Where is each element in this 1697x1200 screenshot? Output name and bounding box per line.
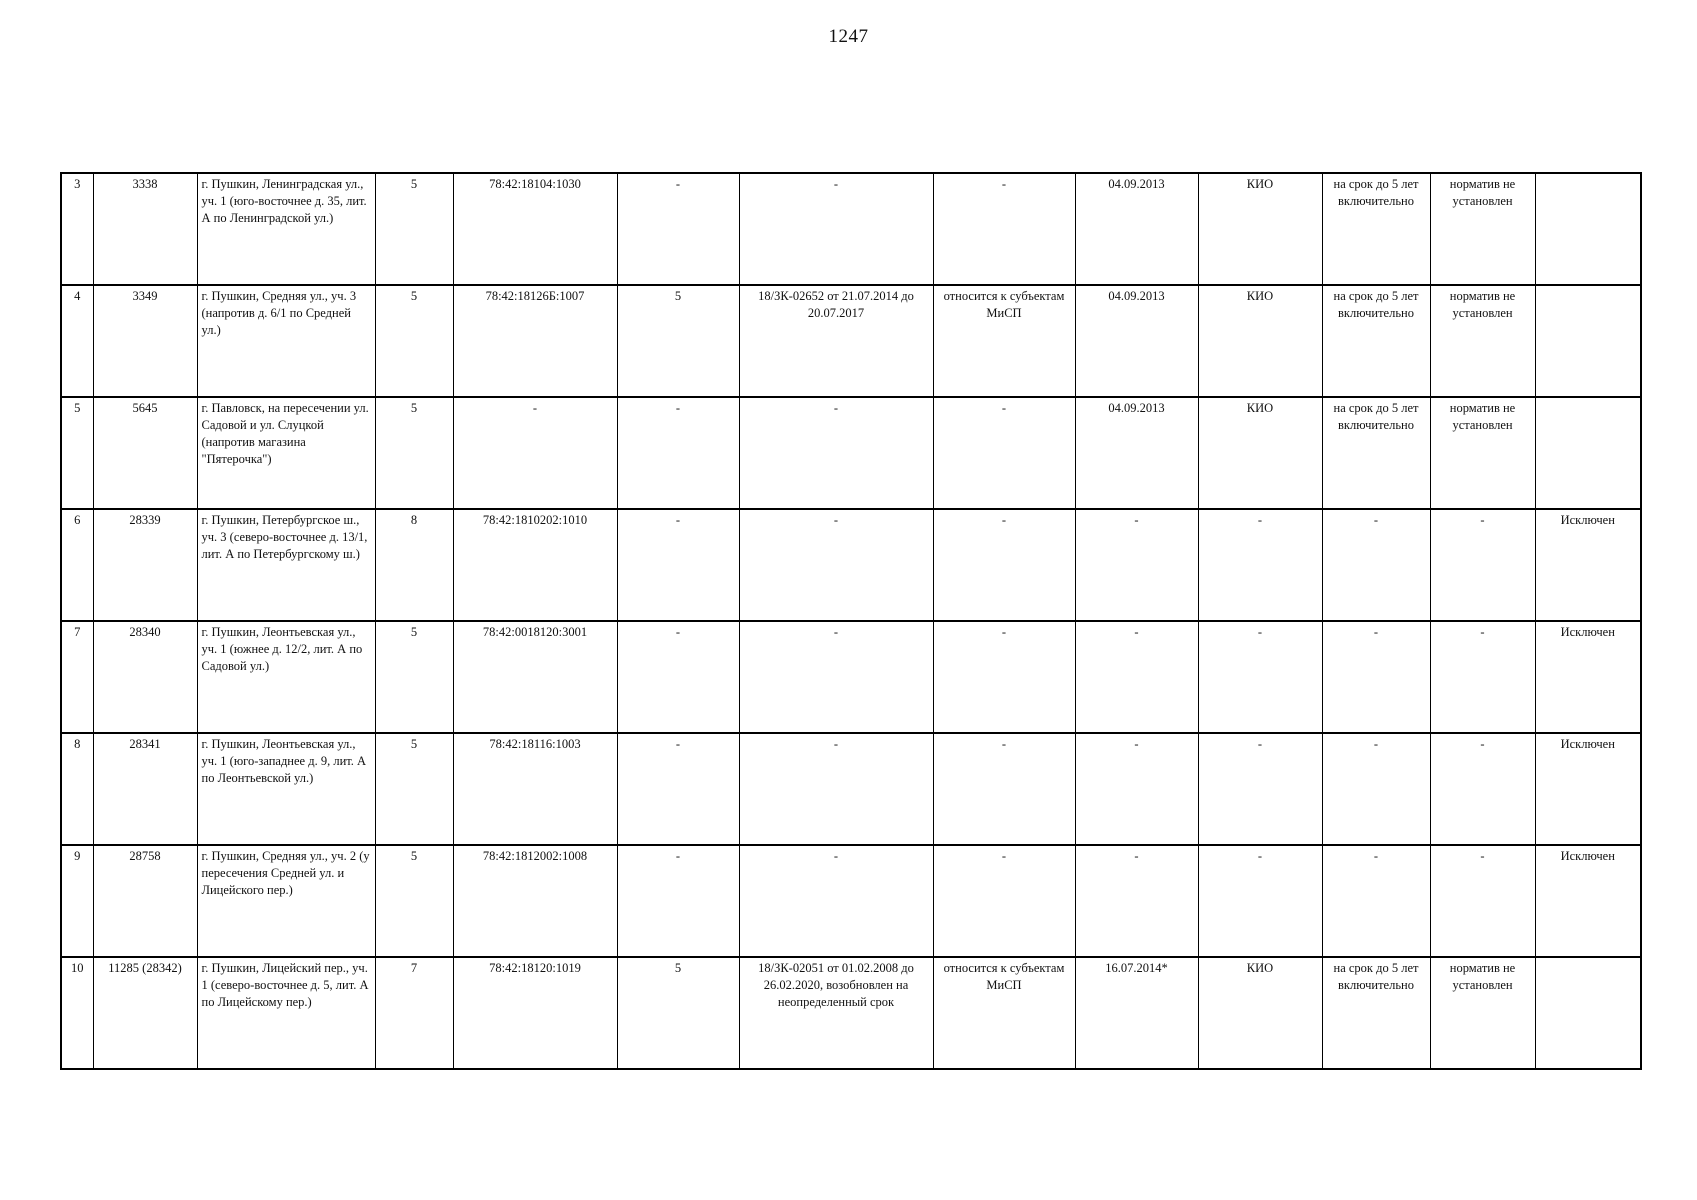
cell-row-number: 7 xyxy=(61,621,93,733)
cell-row-number: 9 xyxy=(61,845,93,957)
cell-object-id: 28758 xyxy=(93,845,197,957)
cell-address: г. Пушкин, Средняя ул., уч. 2 (у пересечения Средней ул. и Лицейского пер.) xyxy=(197,845,375,957)
cell-smb-status: относится к субъектам МиСП xyxy=(933,957,1075,1069)
cell-cadastral-number: 78:42:0018120:3001 xyxy=(453,621,617,733)
cell-count: 7 xyxy=(375,957,453,1069)
table-row xyxy=(61,733,1641,845)
registry-table xyxy=(60,172,1642,1070)
cell-contract: - xyxy=(739,733,933,845)
cell-norm: норматив не установлен xyxy=(1430,957,1535,1069)
cell-count: 5 xyxy=(375,621,453,733)
cell-note: Исключен xyxy=(1535,621,1641,733)
cell-authority: - xyxy=(1198,621,1322,733)
cell-norm: норматив не установлен xyxy=(1430,173,1535,285)
cell-object-id: 11285 (28342) xyxy=(93,957,197,1069)
cell-cadastral-number: 78:42:1812002:1008 xyxy=(453,845,617,957)
cell-area: - xyxy=(617,397,739,509)
cell-term: - xyxy=(1322,509,1430,621)
cell-cadastral-number: 78:42:18120:1019 xyxy=(453,957,617,1069)
cell-authority: - xyxy=(1198,845,1322,957)
cell-address: г. Пушкин, Леонтьевская ул., уч. 1 (южнее д. 12/2, лит. А по Садовой ул.) xyxy=(197,621,375,733)
cell-cadastral-number: 78:42:18104:1030 xyxy=(453,173,617,285)
cell-area: 5 xyxy=(617,957,739,1069)
cell-contract: 18/ЗК-02652 от 21.07.2014 до 20.07.2017 xyxy=(739,285,933,397)
cell-authority: КИО xyxy=(1198,957,1322,1069)
cell-address: г. Павловск, на пересечении ул. Садовой и ул. Слуцкой (напротив магазина "Пятерочка") xyxy=(197,397,375,509)
cell-term: на срок до 5 лет включительно xyxy=(1322,173,1430,285)
cell-smb-status: - xyxy=(933,733,1075,845)
cell-smb-status: - xyxy=(933,621,1075,733)
cell-contract: - xyxy=(739,509,933,621)
cell-note: Исключен xyxy=(1535,509,1641,621)
cell-count: 5 xyxy=(375,285,453,397)
cell-contract: 18/ЗК-02051 от 01.02.2008 до 26.02.2020, возобновлен на неопределенный срок xyxy=(739,957,933,1069)
cell-area: - xyxy=(617,845,739,957)
cell-inclusion-date: - xyxy=(1075,733,1198,845)
table-row xyxy=(61,845,1641,957)
cell-term: на срок до 5 лет включительно xyxy=(1322,285,1430,397)
cell-note: Исключен xyxy=(1535,733,1641,845)
cell-inclusion-date: 04.09.2013 xyxy=(1075,285,1198,397)
cell-authority: КИО xyxy=(1198,285,1322,397)
cell-area: - xyxy=(617,621,739,733)
cell-note xyxy=(1535,397,1641,509)
cell-inclusion-date: - xyxy=(1075,845,1198,957)
page-number: 1247 xyxy=(828,26,869,47)
cell-inclusion-date: - xyxy=(1075,509,1198,621)
cell-address: г. Пушкин, Леонтьевская ул., уч. 1 (юго-западнее д. 9, лит. А по Леонтьевской ул.) xyxy=(197,733,375,845)
cell-count: 5 xyxy=(375,173,453,285)
cell-object-id: 3338 xyxy=(93,173,197,285)
cell-address: г. Пушкин, Ленинградская ул., уч. 1 (юго-восточнее д. 35, лит. А по Ленинградской ул.) xyxy=(197,173,375,285)
cell-smb-status: относится к субъектам МиСП xyxy=(933,285,1075,397)
cell-authority: КИО xyxy=(1198,397,1322,509)
cell-contract: - xyxy=(739,173,933,285)
cell-object-id: 5645 xyxy=(93,397,197,509)
cell-cadastral-number: 78:42:18116:1003 xyxy=(453,733,617,845)
table-row xyxy=(61,957,1641,1069)
cell-object-id: 28340 xyxy=(93,621,197,733)
cell-row-number: 6 xyxy=(61,509,93,621)
cell-cadastral-number: - xyxy=(453,397,617,509)
cell-count: 5 xyxy=(375,733,453,845)
cell-area: - xyxy=(617,733,739,845)
cell-term: - xyxy=(1322,621,1430,733)
cell-norm: - xyxy=(1430,733,1535,845)
cell-contract: - xyxy=(739,621,933,733)
table-row xyxy=(61,173,1641,285)
cell-norm: норматив не установлен xyxy=(1430,285,1535,397)
cell-norm: - xyxy=(1430,845,1535,957)
cell-area: 5 xyxy=(617,285,739,397)
cell-address: г. Пушкин, Средняя ул., уч. 3 (напротив д. 6/1 по Средней ул.) xyxy=(197,285,375,397)
cell-authority: КИО xyxy=(1198,173,1322,285)
cell-smb-status: - xyxy=(933,845,1075,957)
cell-object-id: 28341 xyxy=(93,733,197,845)
cell-note xyxy=(1535,285,1641,397)
cell-row-number: 4 xyxy=(61,285,93,397)
cell-norm: - xyxy=(1430,621,1535,733)
table-row xyxy=(61,397,1641,509)
cell-inclusion-date: - xyxy=(1075,621,1198,733)
cell-object-id: 3349 xyxy=(93,285,197,397)
cell-smb-status: - xyxy=(933,509,1075,621)
cell-term: - xyxy=(1322,733,1430,845)
cell-row-number: 3 xyxy=(61,173,93,285)
cell-smb-status: - xyxy=(933,173,1075,285)
cell-inclusion-date: 16.07.2014* xyxy=(1075,957,1198,1069)
cell-count: 5 xyxy=(375,845,453,957)
cell-cadastral-number: 78:42:1810202:1010 xyxy=(453,509,617,621)
cell-note: Исключен xyxy=(1535,845,1641,957)
cell-contract: - xyxy=(739,845,933,957)
cell-inclusion-date: 04.09.2013 xyxy=(1075,397,1198,509)
cell-authority: - xyxy=(1198,509,1322,621)
cell-cadastral-number: 78:42:18126Б:1007 xyxy=(453,285,617,397)
cell-address: г. Пушкин, Петербургское ш., уч. 3 (северо-восточнее д. 13/1, лит. А по Петербургскому ш.) xyxy=(197,509,375,621)
cell-row-number: 8 xyxy=(61,733,93,845)
cell-area: - xyxy=(617,173,739,285)
cell-term: на срок до 5 лет включительно xyxy=(1322,397,1430,509)
table-row xyxy=(61,285,1641,397)
cell-smb-status: - xyxy=(933,397,1075,509)
cell-row-number: 10 xyxy=(61,957,93,1069)
cell-row-number: 5 xyxy=(61,397,93,509)
cell-inclusion-date: 04.09.2013 xyxy=(1075,173,1198,285)
cell-count: 8 xyxy=(375,509,453,621)
cell-note xyxy=(1535,957,1641,1069)
table-row xyxy=(61,621,1641,733)
cell-norm: - xyxy=(1430,509,1535,621)
cell-norm: норматив не установлен xyxy=(1430,397,1535,509)
cell-count: 5 xyxy=(375,397,453,509)
cell-term: на срок до 5 лет включительно xyxy=(1322,957,1430,1069)
cell-authority: - xyxy=(1198,733,1322,845)
cell-area: - xyxy=(617,509,739,621)
cell-object-id: 28339 xyxy=(93,509,197,621)
table-row xyxy=(61,509,1641,621)
cell-note xyxy=(1535,173,1641,285)
cell-term: - xyxy=(1322,845,1430,957)
cell-address: г. Пушкин, Лицейский пер., уч. 1 (северо-восточнее д. 5, лит. А по Лицейскому пер.) xyxy=(197,957,375,1069)
cell-contract: - xyxy=(739,397,933,509)
